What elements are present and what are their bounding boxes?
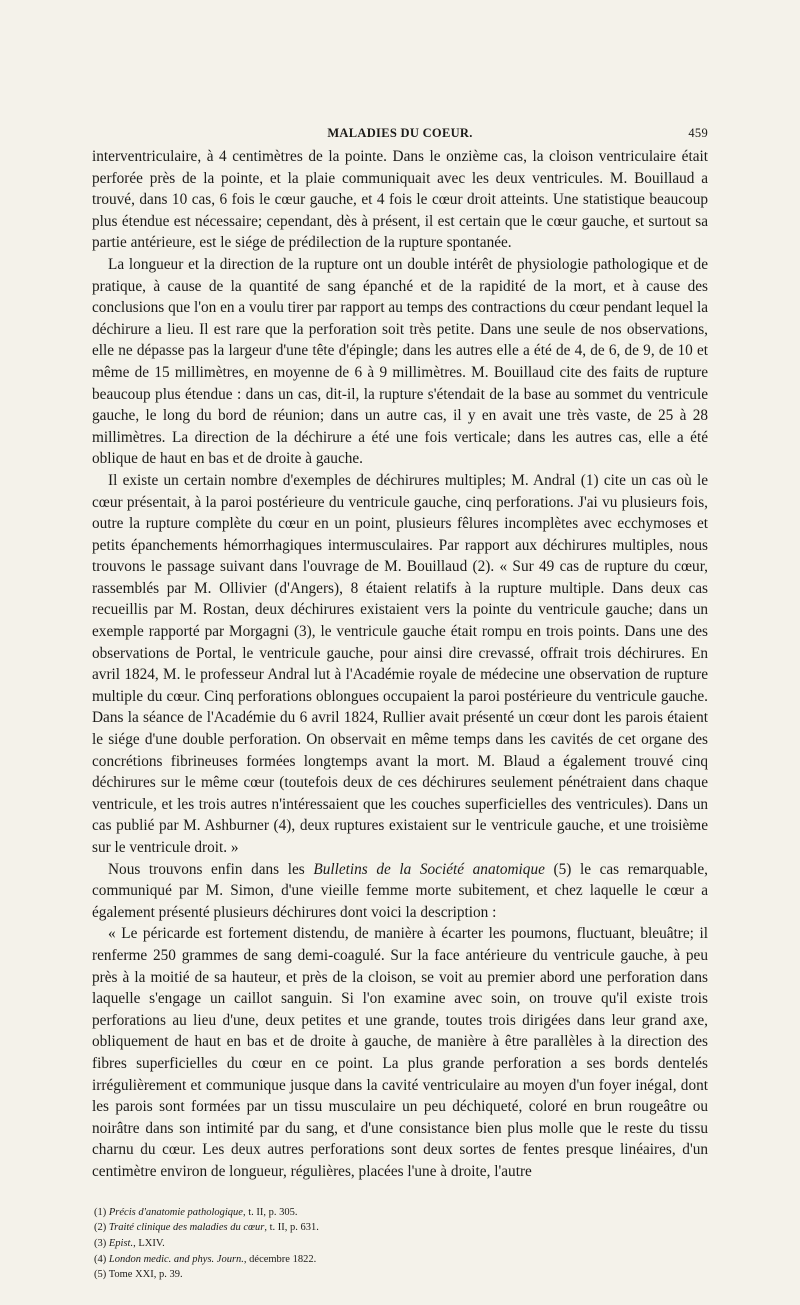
footnote <box>92 1236 708 1252</box>
footnotes <box>92 1205 708 1284</box>
footnote-number: (2) <box>94 1222 107 1234</box>
paragraph-4-before: Nous trouvons enfin dans les <box>108 860 314 878</box>
footnote <box>92 1220 708 1236</box>
footnote-rest: , t. II, p. 631. <box>264 1222 319 1234</box>
paragraph-2: La longueur et la direction de la rupture ont un double intérêt de physiologie pathologique et de pratique, à cause de la quantité de sang épanché et de la rapidité de la mort, et à cause des conclusions que l'on en a voulu tirer par rapport au temps des contractions du cœur pendant lequel la déchirure a lieu. Il est rare que la perforation soit très petite. Dans une seule de nos observations, elle ne dépasse pas la largeur d'une tête d'épingle; dans les autres elle a été de 4, de 6, de 9, de 10 et même de 15 millimètres, en moyenne de 6 à 9 millimètres. M. Bouillaud cite des faits de rupture beaucoup plus étendue : dans un cas, dit-il, la rupture s'étendait de la base au sommet du ventricule gauche, le long du bord de réunion; dans un autre cas, il y en avait une très vaste, de 25 à 28 millimètres. La direction de la déchirure a été une fois verticale; dans les autres cas, elle a été oblique de haut en bas et de droite à gauche. <box>92 255 708 468</box>
paragraph-5: « Le péricarde est fortement distendu, de manière à écarter les poumons, fluctuant, bleuâtre; il renferme 250 grammes de sang demi-coagulé. Sur la face antérieure du ventricule gauche, à peu près à la moitié de sa hauteur, et près de la cloison, se voit au premier abord une perforation dans laquelle s'engage un caillot sanguin. Si l'on examine avec soin, on trouve qu'il existe trois perforations au lieu d'une, deux petites et une grande, toutes trois dirigées dans leur grand axe, obliquement de haut en bas et de droite à gauche, de manière à être parallèles à la direction des fibres superficielles du cœur en ce point. La plus grande perforation a ses bords dentelés irrégulièrement et communique jusque dans la cavité ventriculaire au moyen d'un foyer inégal, dont les parois sont formées par un tissu musculaire un peu déchiqueté, coloré en brun rougeâtre ou noirâtre dans son intimité par du sang, et d'une consistance bien plus molle que le reste du tissu charnu du cœur. Les deux autres perforations sont deux sortes de fentes presque linéaires, d'un centimètre environ de longueur, régulières, placées l'une à droite, l'autre <box>92 925 708 1180</box>
body-text <box>92 146 708 1183</box>
footnote-rest: , t. II, p. 305. <box>242 1206 298 1218</box>
footnote <box>92 1205 708 1221</box>
running-title: MALADIES DU COEUR. <box>327 126 473 140</box>
page-number: 459 <box>688 126 708 140</box>
footnote-title: London medic. and phys. Journ. <box>108 1253 244 1265</box>
page <box>92 126 708 1283</box>
paragraph-4-journal-title: Bulletins de la Société anatomique <box>313 860 545 878</box>
footnote-title: Epist. <box>108 1237 134 1249</box>
footnote-rest: Tome XXI, p. 39. <box>108 1269 183 1281</box>
footnote <box>92 1267 708 1283</box>
running-head <box>92 126 708 146</box>
paragraph-4-after: (5) le cas remarquable, communiqué par M. Simon, d'une vieille femme morte subitement, et chez laquelle le cœur a également présenté plusieurs déchirures dont voici la description : <box>92 860 708 921</box>
footnote-number: (3) <box>94 1237 107 1249</box>
footnote-title: Précis d'anatomie pathologique <box>108 1206 243 1218</box>
footnote-number: (1) <box>94 1206 107 1218</box>
paragraph-1: interventriculaire, à 4 centimètres de la pointe. Dans le onzième cas, la cloison ventriculaire était perforée près de la pointe, et la plaie communiquait avec les deux ventricules. M. Bouillaud a trouvé, dans 10 cas, 6 fois le cœur gauche, et 4 fois le cœur droit atteints. Une statistique beaucoup plus étendue est nécessaire; cependant, dès à présent, il est certain que le cœur gauche, et surtout sa partie antérieure, est le siége de prédilection de la rupture spontanée. <box>92 148 708 252</box>
footnote-rest: , LXIV. <box>133 1237 165 1249</box>
footnote-rest: , décembre 1822. <box>243 1253 317 1265</box>
footnote-title: Traité clinique des maladies du cœur <box>108 1222 265 1234</box>
footnote-number: (4) <box>94 1253 107 1265</box>
paragraph-3: Il existe un certain nombre d'exemples de déchirures multiples; M. Andral (1) cite un cas où le cœur présentait, à la paroi postérieure du ventricule gauche, cinq perforations. J'ai vu plusieurs fois, outre la rupture complète du cœur en un point, plusieurs fêlures incomplètes avec ecchymoses et petits épanchements hémorrhagiques intermusculaires. Par rapport aux déchirures multiples, nous trouvons le passage suivant dans l'ouvrage de M. Bouillaud (2). « Sur 49 cas de rupture du cœur, rassemblés par M. Ollivier (d'Angers), 8 étaient relatifs à la rupture multiple. Dans deux cas recueillis par M. Rostan, deux déchirures existaient vers la pointe du ventricule gauche; dans un exemple rapporté par Morgagni (3), le ventricule gauche était rompu en trois points. Dans une des observations de Portal, le ventricule gauche, pour ainsi dire crevassé, offrait trois déchirures. En avril 1824, M. le professeur Andral lut à l'Académie royale de médecine une observation de rupture multiple du cœur. Cinq perforations oblongues occupaient la paroi postérieure du ventricule gauche. Dans la séance de l'Académie du 6 avril 1824, Rullier avait présenté un cœur dont les parois étaient le siége d'une double perforation. On observait en même temps dans les cavités de cet organe des concrétions fibrineuses formées longtemps avant la mort. M. Blaud a également trouvé cinq déchirures sur le même cœur (toutefois deux de ces déchirures seulement pénétraient dans chaque ventricule, et les trois autres n'intéressaient que les couches superficielles des ventricules). Dans un cas publié par M. Ashburner (4), deux ruptures existaient sur le ventricule gauche, et une troisième sur le ventricule droit. » <box>92 471 708 856</box>
paragraph-4 <box>92 859 708 924</box>
footnote <box>92 1252 708 1268</box>
footnote-number: (5) <box>94 1269 107 1281</box>
